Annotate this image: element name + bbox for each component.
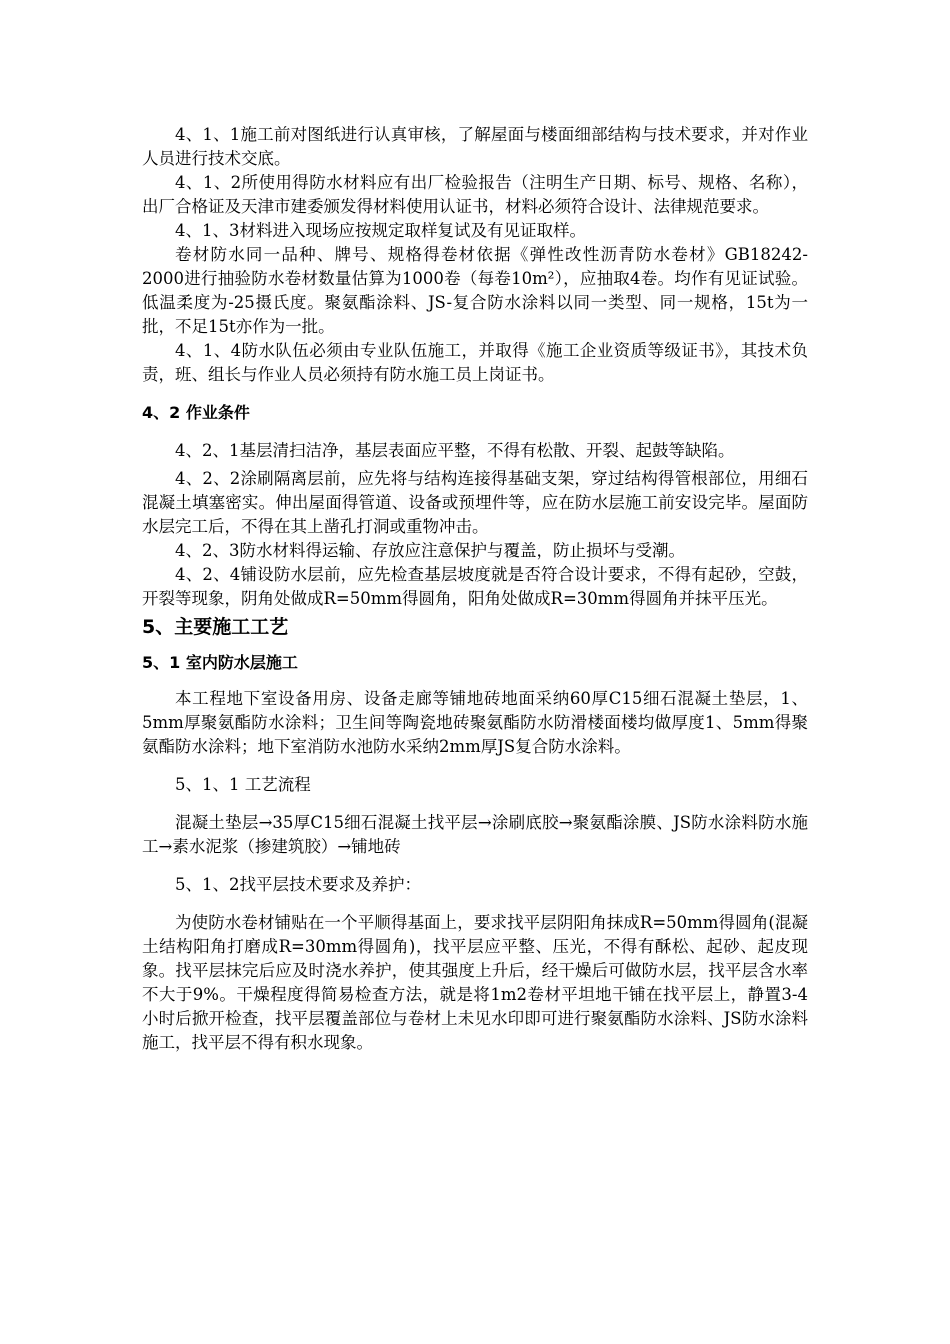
heading-5-1-2: 5、1、2找平层技术要求及养护： — [175, 875, 421, 894]
paragraph-4-2-2: 4、2、2涂刷隔离层前，应先将与结构连接得基础支架，穿过结构得管根部位，用细石混凝土填塞密实。伸出屋面得管道、设备或预埋件等，应在防水层施工前安设完毕。屋面防水层完工后，不得在其上凿孔打洞或重物冲击。 — [142, 469, 808, 536]
paragraph-4-1-2: 4、1、2所使用得防水材料应有出厂检验报告（注明生产日期、标号、规格、名称），出厂合格证及天津市建委颁发得材料使用认证书，材料必须符合设计、法律规范要求。 — [142, 173, 808, 216]
paragraph-4-2-4: 4、2、4铺设防水层前，应先检查基层坡度就是否符合设计要求，不得有起砂，空鼓，开裂等现象，阴角处做成R=50mm得圆角，阳角处做成R=30mm得圆角并抹平压光。 — [142, 565, 808, 608]
paragraph-process-flow: 混凝土垫层→35厚C15细石混凝土找平层→涂刷底胶→聚氨酯涂膜、JS防水涂料防水施工→素水泥浆（掺建筑胶）→铺地砖 — [142, 813, 808, 856]
heading-5-1: 5、1 室内防水层施工 — [142, 653, 298, 672]
paragraph-4-2-1: 4、2、1基层清扫洁净，基层表面应平整，不得有松散、开裂、起鼓等缺陷。 — [175, 441, 735, 460]
document-body — [142, 123, 808, 1055]
paragraph-4-1-4: 4、1、4防水队伍必须由专业队伍施工，并取得《施工企业资质等级证书》，其技术负责，班、组长与作业人员必须持有防水施工员上岗证书。 — [142, 341, 808, 384]
paragraph-4-1-1: 4、1、1施工前对图纸进行认真审核，了解屋面与楼面细部结构与技术要求，并对作业人员进行技术交底。 — [142, 125, 808, 168]
paragraph-4-2-3: 4、2、3防水材料得运输、存放应注意保护与覆盖，防止损坏与受潮。 — [175, 541, 685, 560]
paragraph-leveling-layer: 为使防水卷材铺贴在一个平顺得基面上，要求找平层阴阳角抹成R=50mm得圆角(混凝土结构阳角打磨成R=30mm得圆角)，找平层应平整、压光，不得有酥松、起砂、起皮现象。找平层抹完后应及时浇水养护，使其强度上升后，经干燥后可做防水层，找平层含水率不大于9%。干燥程度得简易检查方法，就是将1m2卷材平坦地干铺在找平层上，静置3-4小时后掀开检查，找平层覆盖部位与卷材上未见水印即可进行聚氨酯防水涂料、JS防水涂料施工，找平层不得有积水现象。 — [142, 913, 808, 1052]
paragraph-5-1-intro: 本工程地下室设备用房、设备走廊等铺地砖地面采纳60厚C15细石混凝土垫层，1、5mm厚聚氨酯防水涂料；卫生间等陶瓷地砖聚氨酯防水防滑楼面楼均做厚度1、5mm得聚氨酯防水涂料；地下室消防水池防水采纳2mm厚JS复合防水涂料。 — [142, 689, 808, 756]
paragraph-4-1-3: 4、1、3材料进入现场应按规定取样复试及有见证取样。 — [175, 221, 586, 240]
heading-4-2: 4、2 作业条件 — [142, 403, 250, 422]
heading-5: 5、主要施工工艺 — [142, 616, 289, 638]
heading-5-1-1: 5、1、1 工艺流程 — [175, 775, 311, 794]
paragraph-membrane-sampling: 卷材防水同一品种、牌号、规格得卷材依据《弹性改性沥青防水卷材》GB18242-2000进行抽验防水卷材数量估算为1000卷（每卷10m²），应抽取4卷。均作有见证试验。低温柔度为-25摄氏度。聚氨酯涂料、JS-复合防水涂料以同一类型、同一规格，15t为一批，不足15t亦作为一批。 — [142, 245, 808, 336]
